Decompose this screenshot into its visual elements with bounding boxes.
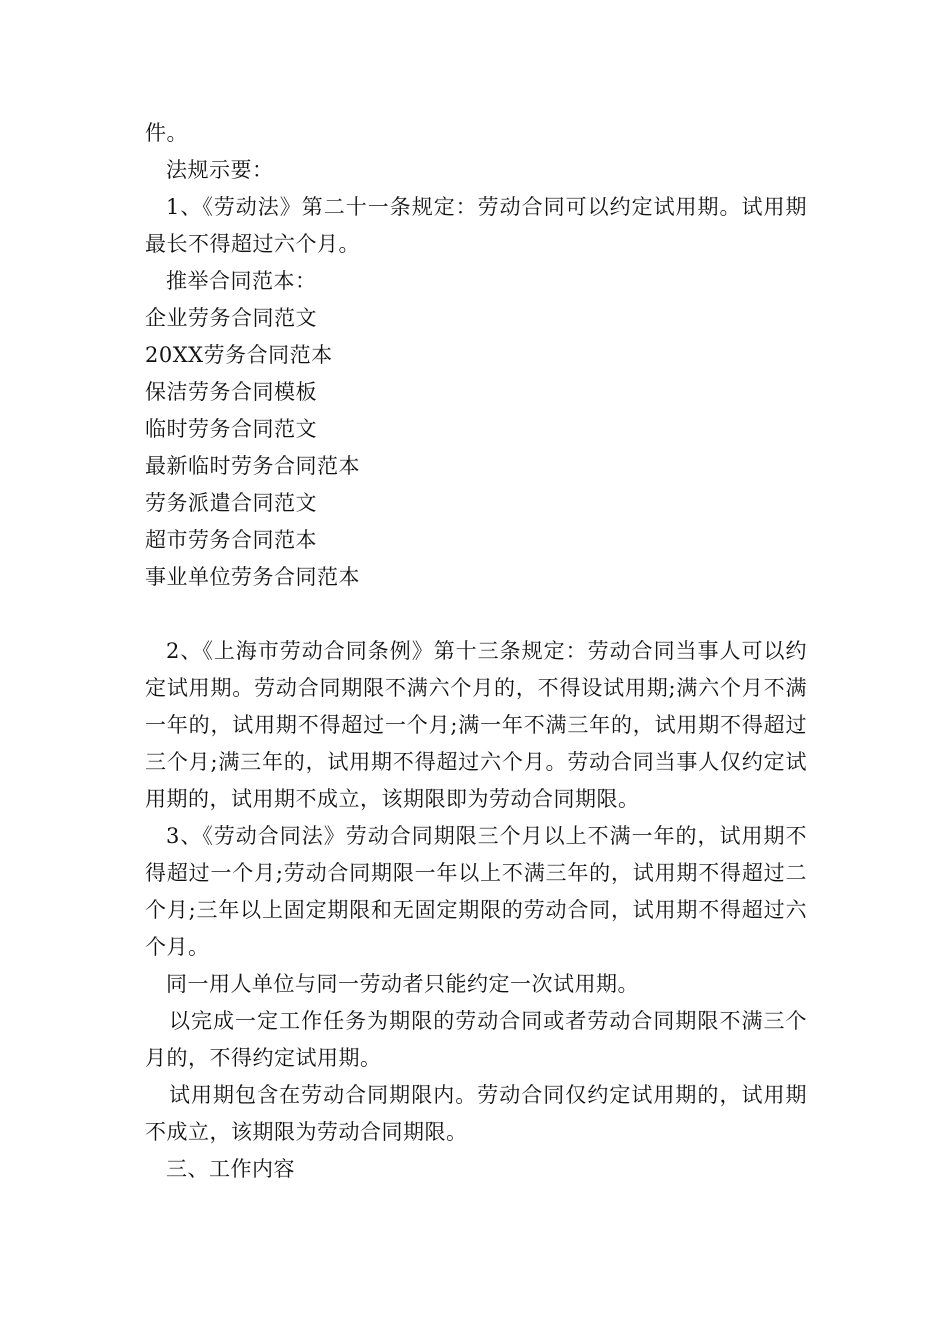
recommended-link[interactable]: 劳务派遣合同范文 [145,491,317,515]
recommended-link[interactable]: 超市劳务合同范本 [145,528,317,552]
recommended-link[interactable]: 最新临时劳务合同范本 [145,454,360,478]
recommended-link[interactable]: 20XX劳务合同范本 [145,343,333,367]
regulation-item-1: 1、《劳动法》第二十一条规定：劳动合同可以约定试用期。试用期最长不得超过六个月。 [145,195,807,256]
regulations-heading: 法规示要： [166,158,274,182]
blank-line [145,596,807,633]
recommended-link[interactable]: 保洁劳务合同模板 [145,380,317,404]
recommended-heading: 推举合同范本： [166,269,317,293]
paragraph-continuation: 件。 [145,121,188,145]
regulation-item-2: 2、《上海市劳动合同条例》第十三条规定：劳动合同当事人可以约定试用期。劳动合同期限不满六个月的，不得设试用期;满六个月不满一年的，试用期不得超过一个月;满一年不满三年的，试用期不得超过三个月;满三年的，试用期不得超过六个月。劳动合同当事人仅约定试用期的，试用期不成立，该期限即为劳动合同期限。 [145,639,807,811]
rule-once-probation: 同一用人单位与同一劳动者只能约定一次试用期。 [166,972,639,996]
recommended-link[interactable]: 事业单位劳务合同范本 [145,565,360,589]
rule-probation-included: 试用期包含在劳动合同期限内。劳动合同仅约定试用期的，试用期不成立，该期限为劳动合同期限。 [145,1083,807,1144]
document-body [145,115,807,1188]
rule-task-based-contract: 以完成一定工作任务为期限的劳动合同或者劳动合同期限不满三个月的，不得约定试用期。 [145,1009,807,1070]
recommended-link[interactable]: 企业劳务合同范文 [145,306,317,330]
regulation-item-3: 3、《劳动合同法》劳动合同期限三个月以上不满一年的，试用期不得超过一个月;劳动合同期限一年以上不满三年的，试用期不得超过二个月;三年以上固定期限和无固定期限的劳动合同，试用期不得超过六个月。 [145,824,807,959]
section-heading-work-content: 三、工作内容 [166,1157,295,1181]
recommended-link[interactable]: 临时劳务合同范文 [145,417,317,441]
